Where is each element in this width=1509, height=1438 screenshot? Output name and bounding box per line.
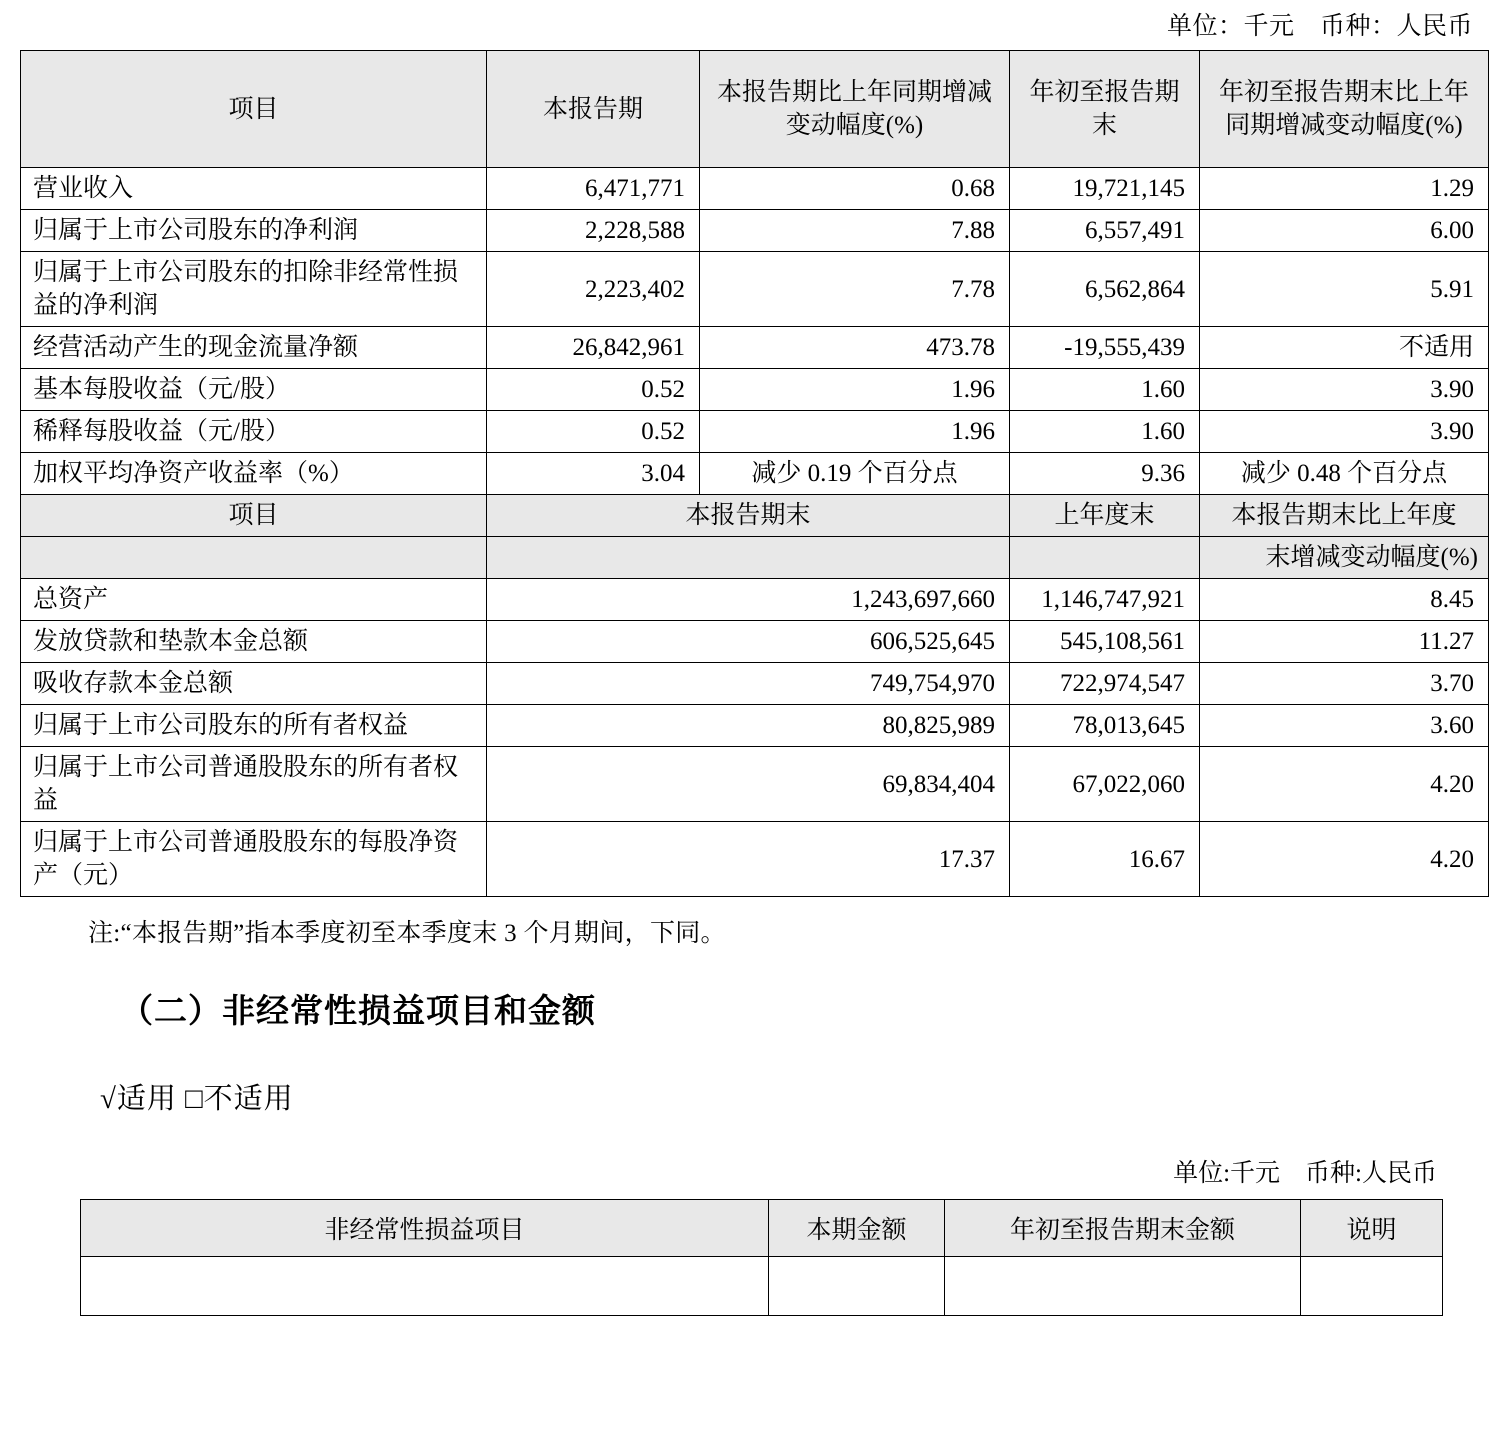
- row-value-change: 3.70: [1200, 663, 1489, 705]
- empty-cell: [81, 1257, 769, 1316]
- row-value-current: 0.52: [487, 411, 700, 453]
- row-value-prior-year-end: 67,022,060: [1010, 747, 1200, 822]
- balance-sheet-header-row-2: [21, 537, 1489, 579]
- row-label: 总资产: [21, 579, 487, 621]
- col-header-ytd-yoy-change: 年初至报告期末比上年同期增减变动幅度(%): [1200, 51, 1489, 168]
- table-row: [21, 453, 1489, 495]
- row-value-ytd-yoy: 5.91: [1200, 252, 1489, 327]
- row-value-prior-year-end: 16.67: [1010, 822, 1200, 897]
- row-label: 经营活动产生的现金流量净额: [21, 327, 487, 369]
- table-header-row: [81, 1200, 1443, 1257]
- table-row: [21, 168, 1489, 210]
- row-value-current: 26,842,961: [487, 327, 700, 369]
- spacer-cell-1: [21, 537, 487, 579]
- row-value-period-end: 1,243,697,660: [487, 579, 1010, 621]
- row-label: 稀释每股收益（元/股）: [21, 411, 487, 453]
- row-value-ytd-yoy: 不适用: [1200, 327, 1489, 369]
- row-value-yoy: 1.96: [700, 411, 1010, 453]
- empty-cell: [769, 1257, 945, 1316]
- spacer-cell-2: [487, 537, 1010, 579]
- row-value-prior-year-end: 722,974,547: [1010, 663, 1200, 705]
- row-value-yoy: 7.88: [700, 210, 1010, 252]
- row-value-ytd-yoy: 减少 0.48 个百分点: [1200, 453, 1489, 495]
- row-label: 基本每股收益（元/股）: [21, 369, 487, 411]
- row-value-ytd: -19,555,439: [1010, 327, 1200, 369]
- row-value-ytd: 9.36: [1010, 453, 1200, 495]
- col-header-yoy-change: 本报告期比上年同期增减变动幅度(%): [700, 51, 1010, 168]
- col-header-ytd-amount: 年初至报告期末金额: [945, 1200, 1301, 1257]
- applicable-checkboxes[interactable]: √适用 □不适用: [100, 1083, 294, 1115]
- row-value-current: 6,471,771: [487, 168, 700, 210]
- table-row: [21, 327, 1489, 369]
- row-label: 加权平均净资产收益率（%）: [21, 453, 487, 495]
- row-value-current: 2,223,402: [487, 252, 700, 327]
- table-row: [21, 369, 1489, 411]
- row-value-ytd: 1.60: [1010, 369, 1200, 411]
- row-value-period-end: 606,525,645: [487, 621, 1010, 663]
- row-value-yoy: 7.78: [700, 252, 1010, 327]
- row-value-current: 2,228,588: [487, 210, 700, 252]
- row-label: 归属于上市公司普通股股东的所有者权益: [21, 747, 487, 822]
- row-label: 吸收存款本金总额: [21, 663, 487, 705]
- row-value-yoy: 减少 0.19 个百分点: [700, 453, 1010, 495]
- row-value-change: 11.27: [1200, 621, 1489, 663]
- col-header-item: 项目: [21, 51, 487, 168]
- table-row: [21, 252, 1489, 327]
- section-heading: （二）非经常性损益项目和金额: [120, 992, 596, 1029]
- row-value-ytd-yoy: 6.00: [1200, 210, 1489, 252]
- col-header-change-line2: 末增减变动幅度(%): [1200, 537, 1489, 579]
- row-value-period-end: 17.37: [487, 822, 1010, 897]
- row-value-change: 4.20: [1200, 822, 1489, 897]
- row-label: 营业收入: [21, 168, 487, 210]
- col-header-nonrecurring-item: 非经常性损益项目: [81, 1200, 769, 1257]
- row-value-change: 4.20: [1200, 747, 1489, 822]
- row-label: 归属于上市公司股东的所有者权益: [21, 705, 487, 747]
- row-value-period-end: 69,834,404: [487, 747, 1010, 822]
- col-header-current-amount: 本期金额: [769, 1200, 945, 1257]
- row-label: 归属于上市公司股东的扣除非经常性损益的净利润: [21, 252, 487, 327]
- row-label: 归属于上市公司股东的净利润: [21, 210, 487, 252]
- row-label: 发放贷款和垫款本金总额: [21, 621, 487, 663]
- spacer-cell-3: [1010, 537, 1200, 579]
- document-page: [0, 6, 1509, 1316]
- balance-sheet-header-row: [21, 495, 1489, 537]
- unit-line-top: 单位：千元 币种：人民币: [1166, 13, 1473, 40]
- row-value-ytd-yoy: 3.90: [1200, 369, 1489, 411]
- empty-cell: [945, 1257, 1301, 1316]
- row-value-yoy: 473.78: [700, 327, 1010, 369]
- non-recurring-items-table: [80, 1199, 1443, 1316]
- row-value-ytd-yoy: 3.90: [1200, 411, 1489, 453]
- row-value-ytd-yoy: 1.29: [1200, 168, 1489, 210]
- col-header-current-period: 本报告期: [487, 51, 700, 168]
- table-header-row: [21, 51, 1489, 168]
- table-row: [81, 1257, 1443, 1316]
- row-value-yoy: 1.96: [700, 369, 1010, 411]
- table-row: [21, 210, 1489, 252]
- col-header-remark: 说明: [1301, 1200, 1443, 1257]
- table-row: [21, 705, 1489, 747]
- row-value-prior-year-end: 1,146,747,921: [1010, 579, 1200, 621]
- row-label: 归属于上市公司普通股股东的每股净资产（元）: [21, 822, 487, 897]
- table-row: [21, 822, 1489, 897]
- col-header-item-2: 项目: [21, 495, 487, 537]
- row-value-ytd: 1.60: [1010, 411, 1200, 453]
- col-header-change: 本报告期末比上年度: [1200, 495, 1489, 537]
- row-value-current: 3.04: [487, 453, 700, 495]
- table-row: [21, 579, 1489, 621]
- main-financial-table: [20, 50, 1489, 897]
- row-value-period-end: 749,754,970: [487, 663, 1010, 705]
- row-value-yoy: 0.68: [700, 168, 1010, 210]
- table-footnote: 注:“本报告期”指本季度初至本季度末 3 个月期间，下同。: [88, 920, 726, 947]
- row-value-current: 0.52: [487, 369, 700, 411]
- empty-cell: [1301, 1257, 1443, 1316]
- row-value-ytd: 6,562,864: [1010, 252, 1200, 327]
- row-value-prior-year-end: 545,108,561: [1010, 621, 1200, 663]
- row-value-change: 3.60: [1200, 705, 1489, 747]
- row-value-ytd: 19,721,145: [1010, 168, 1200, 210]
- unit-line-second: 单位:千元 币种:人民币: [1173, 1160, 1437, 1187]
- table-row: [21, 747, 1489, 822]
- row-value-change: 8.45: [1200, 579, 1489, 621]
- row-value-period-end: 80,825,989: [487, 705, 1010, 747]
- col-header-period-end: 本报告期末: [487, 495, 1010, 537]
- table-row: [21, 411, 1489, 453]
- row-value-prior-year-end: 78,013,645: [1010, 705, 1200, 747]
- table-row: [21, 663, 1489, 705]
- col-header-prior-year-end: 上年度末: [1010, 495, 1200, 537]
- table-row: [21, 621, 1489, 663]
- col-header-ytd: 年初至报告期末: [1010, 51, 1200, 168]
- row-value-ytd: 6,557,491: [1010, 210, 1200, 252]
